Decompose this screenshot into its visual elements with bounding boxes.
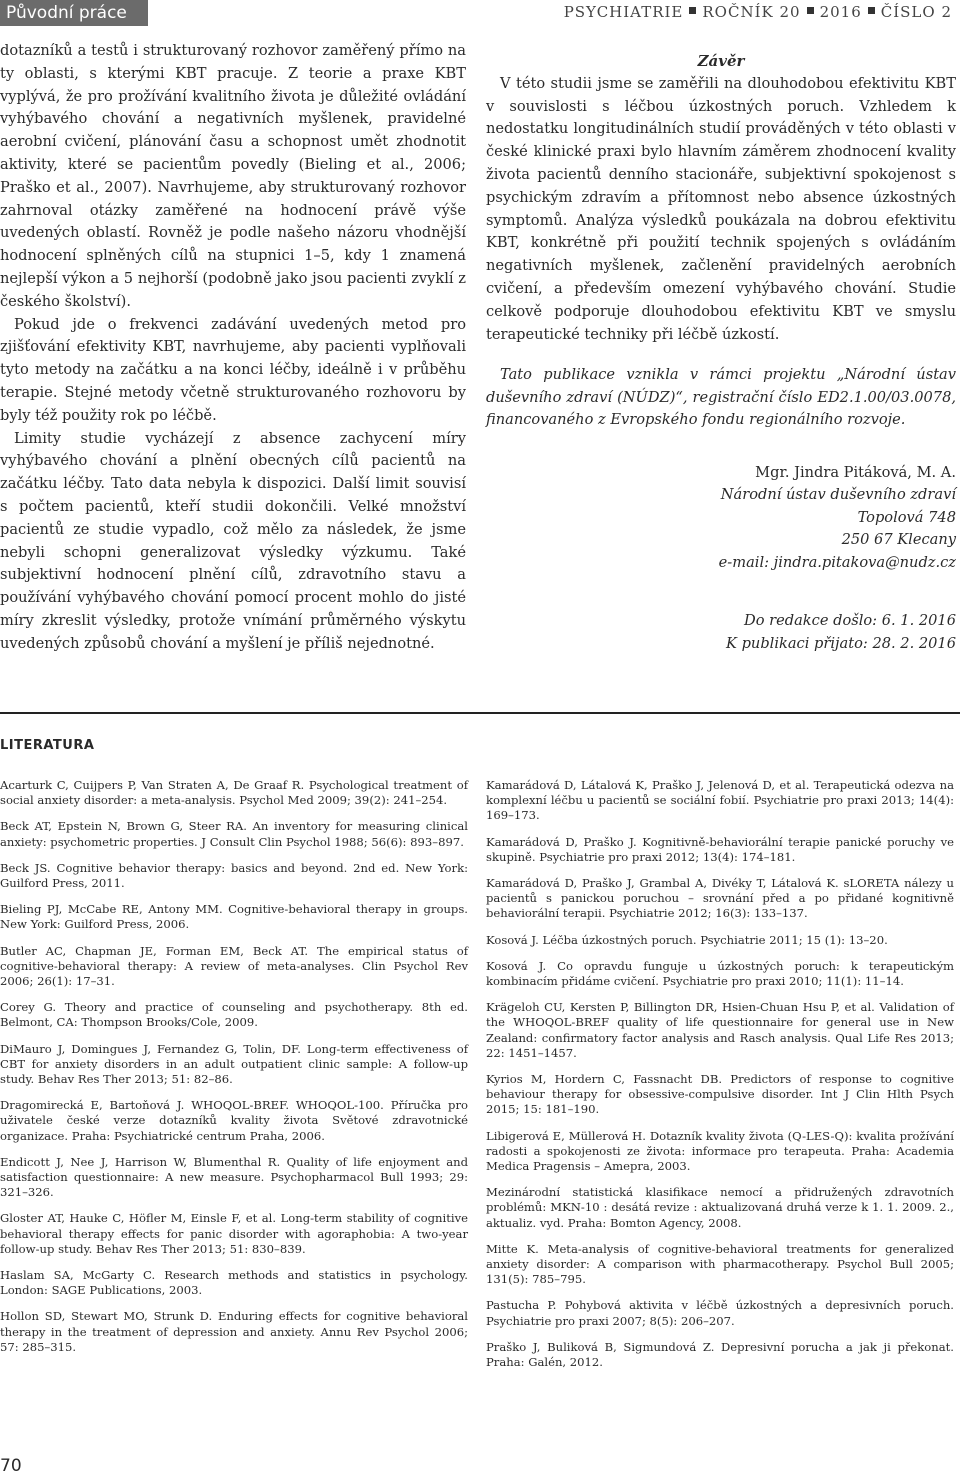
accepted-date: K publikaci přijato: 28. 2. 2016: [726, 634, 956, 652]
journal-year: 2016: [819, 3, 862, 21]
author-city: 250 67 Klecany: [841, 531, 956, 549]
reference-item: Mitte K. Meta-analysis of cognitive-behavioral treatments for generalized anxiety disorder: A comparison with pharmacotherapy. Psychol Bull 2005; 131(5): 785–795.: [486, 1241, 954, 1287]
author-email: e-mail: jindra.pitakova@nudz.cz: [718, 553, 956, 571]
reference-item: Krägeloh CU, Kersten P, Billington DR, Hsien-Chuan Hsu P, et al. Validation of the WHOQOL-BREF quality of life questionnaire for general use in New Zealand: confirmatory factor analysis and Rasch analysis. Qual Life Res 2013; 22: 1451–1457.: [486, 1000, 954, 1060]
reference-item: Mezinárodní statistická klasifikace nemocí a přidružených zdravotních problémů: MKN-10 : desátá revize : aktualizovaná druhá verze k 1. 1. 2009. 2., aktualiz. vyd. Praha: Bomton Agency, 2008.: [486, 1185, 954, 1230]
reference-item: Endicott J, Nee J, Harrison W, Blumenthal R. Quality of life enjoyment and satisfaction questionnaire: A new measure. Psychopharmacol Bull 1993; 29: 321–326.: [0, 1154, 468, 1200]
reference-item: Haslam SA, McGarty C. Research methods and statistics in psychology. London: SAGE Publications, 2003.: [0, 1268, 468, 1298]
reference-item: Dragomirecká E, Bartoňová J. WHOQOL-BREF. WHOQOL-100. Příručka pro uživatele české verze dotazníků kvality života Světové zdravotnické organizace. Praha: Psychiatrické centrum Praha, 2006.: [0, 1098, 468, 1143]
author-contact: [486, 462, 956, 575]
body-paragraph: dotazníků a testů i strukturovaný rozhovor zaměřený přímo na ty oblasti, s kterými KBT pracuje. Z teorie a praxe KBT vyplývá, že pro prožívání kvalitního života je důležité ovládání vyhýbavého chování a negativních myšlenek, pravidelné aerobní cvičení, plánování času a schopnost umět zhodnotit aktivity, které se pacientům povedly (Bieling et al., 2006; Praško et al., 2007). Navrhujeme, aby strukturovaný rozhovor zahrnoval otázky zaměřené na hodnocení právě výše uvedených oblastí. Rovněž je podle našeho názoru vhodnější hodnocení splněných cílů na stupnici 1–5, kdy 1 znamená nejlepší výkon a 5 nejhorší (podobně jako jsou pacienti zvyklí z českého školství).: [0, 42, 466, 310]
journal-volume: ROČNÍK 20: [702, 3, 801, 21]
reference-item: Kamarádová D, Látalová K, Praško J, Jelenová D, et al. Terapeutická odezva na komplexní léčbu u pacientů se sociální fobií. Psychiatrie pro praxi 2013; 14(4): 169–173.: [486, 778, 954, 823]
body-paragraph: Pokud jde o frekvenci zadávání uvedených metod pro zjišťování efektivity KBT, navrhujeme, aby pacienti vyplňovali tyto metody na začátku a na konci léčby, ideálně i v průběhu terapie. Stejné metody včetně strukturovaného rozhovoru by byly též použity rok po léčbě.: [0, 315, 466, 424]
right-column: [486, 50, 956, 655]
reference-item: Butler AC, Chapman JE, Forman EM, Beck AT. The empirical status of cognitive-behavioral therapy: A review of meta-analyses. Clin Psychol Rev 2006; 26(1): 17–31.: [0, 943, 468, 989]
reference-item: Kamarádová D, Praško J, Grambal A, Divéky T, Látalová K. sLORETA nálezy u pacientů s panickou poruchou – srovnání před a po přidané kognitivně behaviorální terapii. Psychiatrie 2012; 16(3): 133–137.: [486, 876, 954, 921]
conclusion-paragraph: V této studii jsme se zaměřili na dlouhodobou efektivitu KBT v souvislosti s léčbou úzkostných poruch. Vzhledem k nedostatku longitudinálních studií prováděných v této oblasti v české klinické praxi bylo hlavním záměrem zhodnocení kvality života pacientů denního stacionáře, subjektivní spokojenost s psychickým zdravím a přítomnost nebo absence úzkostných symptomů. Analýza výsledků poukázala na dobrou efektivitu KBT, konkrétně při použití technik spojených s ovládáním negativních myšlenek, začlenění pravidelných aerobních cvičení, a především omezení vyhýbavého chování. Studie celkově podporuje dlouhodobou efektivitu KBT ve smyslu terapeutické techniky při léčbě úzkostí.: [486, 74, 956, 343]
section-tag: Původní práce: [0, 0, 148, 26]
separator-square-icon: [807, 7, 814, 14]
conclusion-heading: Závěr: [697, 52, 745, 70]
reference-item: Kamarádová D, Praško J. Kognitivně-behaviorální terapie panické poruchy ve skupině. Psychiatrie pro praxi 2012; 13(4): 174–181.: [486, 834, 954, 864]
references-right: [486, 778, 954, 1381]
received-date: Do redakce došlo: 6. 1. 2016: [744, 612, 956, 630]
literature-heading: LITERATURA: [0, 738, 95, 753]
journal-name: PSYCHIATRIE: [563, 3, 684, 21]
separator-square-icon: [689, 7, 696, 14]
separator-square-icon: [868, 7, 875, 14]
reference-item: Corey G. Theory and practice of counseling and psychotherapy. 8th ed. Belmont, CA: Thompson Brooks/Cole, 2009.: [0, 1000, 468, 1030]
left-column: [0, 40, 466, 656]
author-name: Mgr. Jindra Pitáková, M. A.: [755, 463, 956, 481]
author-institution: Národní ústav duševního zdraví: [720, 486, 956, 504]
section-divider: [0, 712, 960, 714]
journal-issue: ČÍSLO 2: [880, 3, 952, 21]
page-header: [0, 0, 960, 26]
reference-item: Bieling PJ, McCabe RE, Antony MM. Cognitive-behavioral therapy in groups. New York: Guilford Press, 2006.: [0, 902, 468, 932]
reference-item: Beck AT, Epstein N, Brown G, Steer RA. An inventory for measuring clinical anxiety: psychometric properties. J Consult Clin Psychol 1988; 56(6): 893–897.: [0, 819, 468, 849]
reference-item: Gloster AT, Hauke C, Höfler M, Einsle F, et al. Long-term stability of cognitive behavioral therapy effects for panic disorder with agoraphobia: A two-year follow-up study. Behav Res Ther 2013; 51: 830–839.: [0, 1211, 468, 1256]
reference-item: Libigerová E, Müllerová H. Dotazník kvality života (Q-LES-Q): kvalita prožívání radosti a spokojenosti ze života: informace pro terapeuta. Praha: Academia Medica Pragensis – Amepra, 2003.: [486, 1128, 954, 1174]
reference-item: Beck JS. Cognitive behavior therapy: basics and beyond. 2nd ed. New York: Guilford Press, 2011.: [0, 860, 468, 891]
submission-dates: [486, 610, 956, 655]
reference-item: Kyrios M, Hordern C, Fassnacht DB. Predictors of response to cognitive behaviour therapy for obsessive-compulsive disorder. Int J Clin Hlth Psych 2015; 15: 181–190.: [486, 1072, 954, 1117]
reference-item: Pastucha P. Pohybová aktivita v léčbě úzkostných a depresivních poruch. Psychiatrie pro praxi 2007; 8(5): 206–207.: [486, 1298, 954, 1328]
reference-item: Acarturk C, Cuijpers P, Van Straten A, De Graaf R. Psychological treatment of social anxiety disorder: a meta-analysis. Psychol Med 2009; 39(2): 241–254.: [0, 778, 468, 808]
body-paragraph: Limity studie vycházejí z absence zachycení míry vyhýbavého chování a plnění obecných cílů pacientů na začátku léčby. Tato data nebyla k dispozici. Další limit souvisí s počtem pacientů, kteří studii dokončili. Velké množství pacientů ze studie vypadlo, což mělo za následek, že jsme nebyli schopni generalizovat výsledky výzkumu. Také subjektivní hodnocení plnění cílů, zdravotního stavu a používání vyhýbavého chování pomocí procent mohlo do jisté míry zkreslit výsledky, protože vnímání průměrného výskytu uvedených způsobů chování a myšlení je příliš nejednotné.: [0, 429, 466, 652]
reference-item: Hollon SD, Stewart MO, Strunk D. Enduring effects for cognitive behavioral therapy in the treatment of depression and anxiety. Annu Rev Psychol 2006; 57: 285–315.: [0, 1309, 468, 1354]
author-street: Topolová 748: [857, 508, 956, 526]
reference-item: Praško J, Buliková B, Sigmundová Z. Depresivní porucha a jak ji překonat. Praha: Galén, 2012.: [486, 1339, 954, 1370]
page-number: 70: [0, 1456, 22, 1476]
references-left: [0, 778, 468, 1366]
reference-item: Kosová J. Léčba úzkostných poruch. Psychiatrie 2011; 15 (1): 13–20.: [486, 932, 888, 947]
reference-item: Kosová J. Co opravdu funguje u úzkostných poruch: k terapeutickým kombinacím přidáme cvičení. Psychiatrie pro praxi 2010; 11(1): 11–14.: [486, 958, 954, 989]
journal-info: [564, 3, 952, 21]
reference-item: DiMauro J, Domingues J, Fernandez G, Tolin, DF. Long-term effectiveness of CBT for anxiety disorders in an adult outpatient clinic sample: A follow-up study. Behav Res Ther 2013; 51: 82–86.: [0, 1041, 468, 1087]
funding-note: Tato publikace vznikla v rámci projektu „Národní ústav duševního zdraví (NÚDZ)“, registrační číslo ED2.1.00/03.0078, financovaného z Evropského fondu regionálního rozvoje.: [486, 366, 956, 429]
